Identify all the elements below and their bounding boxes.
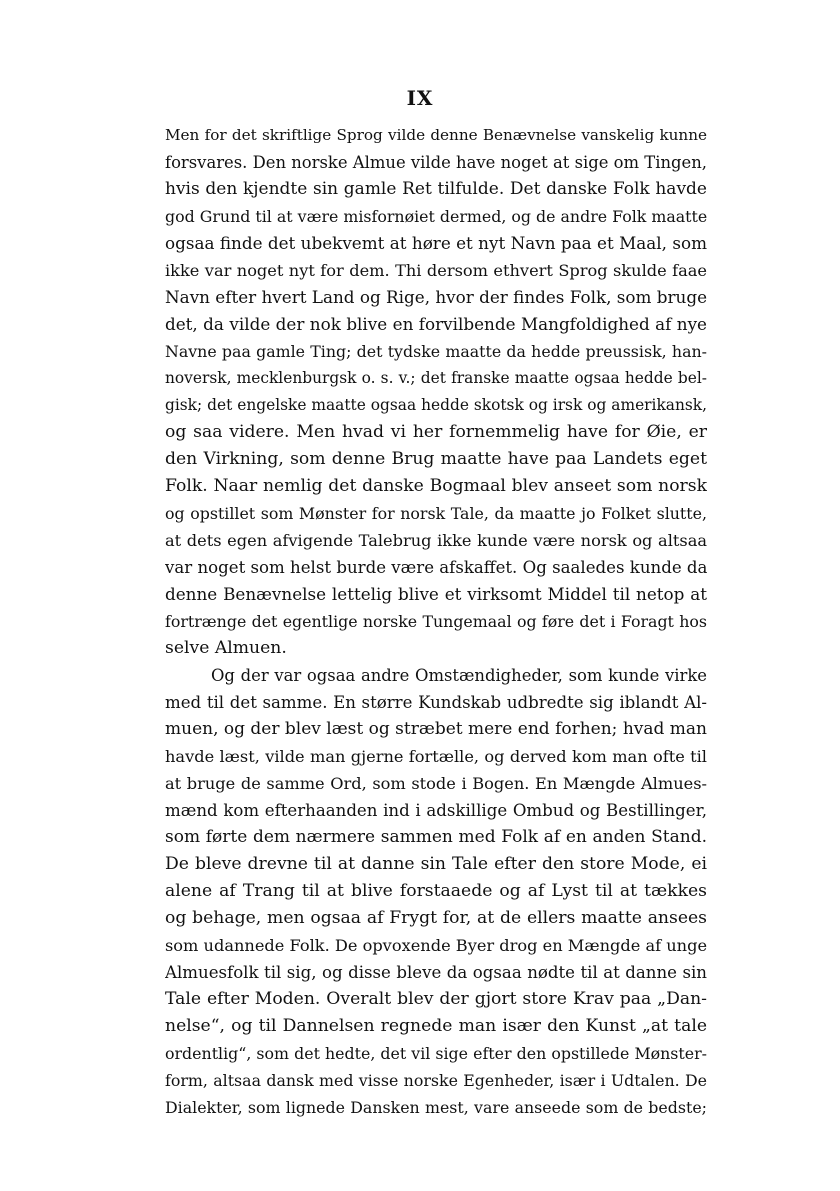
text-line: mænd kom efterhaanden ind i adskillige Ombud og Bestillinger, — [165, 801, 707, 820]
text-line: Almuesfolk til sig, og disse bleve da ogsaa nødte til at danne sin — [165, 963, 707, 982]
text-line: som førte dem nærmere sammen med Folk af en anden Stand. — [165, 827, 707, 847]
body-text — [165, 122, 707, 1121]
text-line: muen, og der blev læst og stræbet mere end forhen; hvad man — [165, 719, 707, 739]
text-line: var noget som helst burde være afskaffet. Og saaledes kunde da — [165, 558, 707, 577]
text-line: ikke var noget nyt for dem. Thi dersom ethvert Sprog skulde faae — [165, 261, 707, 280]
text-line: og behage, men ogsaa af Frygt for, at de ellers maatte ansees — [165, 908, 707, 928]
text-line: som udannede Folk. De opvoxende Byer drog en Mængde af unge — [165, 936, 707, 955]
text-line: Navn efter hvert Land og Rige, hvor der findes Folk, som bruge — [165, 287, 707, 307]
text-line: gisk; det engelske maatte ogsaa hedde skotsk og irsk og amerikansk, — [165, 396, 707, 414]
text-line: Men for det skriftlige Sprog vilde denne Benævnelse vanskelig kunne — [165, 126, 707, 144]
text-line: hvis den kjendte sin gamle Ret tilfulde. Det danske Folk havde — [165, 179, 707, 199]
text-line: noversk, mecklenburgsk o. s. v.; det franske maatte ogsaa hedde bel- — [165, 369, 707, 387]
text-line: Navne paa gamle Ting; det tydske maatte da hedde preussisk, han- — [165, 342, 707, 361]
text-line: det, da vilde der nok blive en forvilbende Mangfoldighed af nye — [165, 314, 707, 334]
text-line: form, altsaa dansk med visse norske Egenheder, især i Udtalen. De — [165, 1071, 707, 1090]
text-line: at dets egen afvigende Talebrug ikke kunde være norsk og altsaa — [165, 531, 707, 550]
text-line: De bleve drevne til at danne sin Tale efter den store Mode, ei — [165, 854, 707, 874]
text-line: alene af Trang til at blive forstaaede og af Lyst til at tækkes — [165, 881, 707, 901]
text-line: den Virkning, som denne Brug maatte have paa Landets eget — [165, 449, 707, 469]
text-line: denne Benævnelse lettelig blive et virksomt Middel til netop at — [165, 584, 707, 604]
text-line: ordentlig“, som det hedte, det vil sige efter den opstillede Mønster- — [165, 1044, 707, 1063]
text-line: Dialekter, som lignede Dansken mest, vare anseede som de bedste; — [165, 1098, 707, 1117]
text-line: nelse“, og til Dannelsen regnede man især den Kunst „at tale — [165, 1016, 707, 1036]
text-line: Og der var ogsaa andre Omstændigheder, som kunde virke — [211, 666, 707, 685]
paragraph-2 — [165, 662, 707, 1121]
text-line: Tale efter Moden. Overalt blev der gjort store Krav paa „Dan- — [165, 989, 707, 1009]
text-line: og opstillet som Mønster for norsk Tale, da maatte jo Folket slutte, — [165, 504, 707, 523]
paragraph-1 — [165, 122, 707, 662]
text-line: Folk. Naar nemlig det danske Bogmaal blev anseet som norsk — [165, 476, 707, 496]
text-line: med til det samme. En større Kundskab udbredte sig iblandt Al- — [165, 693, 707, 712]
text-line: og saa videre. Men hvad vi her fornemmelig have for Øie, er — [165, 422, 707, 442]
text-line: selve Almuen. — [165, 638, 287, 658]
page-number: IX — [406, 86, 434, 110]
text-line: fortrænge det egentlige norske Tungemaal og føre det i Foragt hos — [165, 612, 707, 631]
text-line: at bruge de samme Ord, som stode i Bogen. En Mængde Almues- — [165, 774, 707, 793]
text-line: havde læst, vilde man gjerne fortælle, og derved kom man ofte til — [165, 747, 707, 766]
text-line: ogsaa finde det ubekvemt at høre et nyt Navn paa et Maal, som — [165, 233, 707, 253]
text-line: god Grund til at være misfornøiet dermed, og de andre Folk maatte — [165, 207, 707, 226]
text-line: forsvares. Den norske Almue vilde have noget at sige om Tingen, — [165, 153, 707, 172]
